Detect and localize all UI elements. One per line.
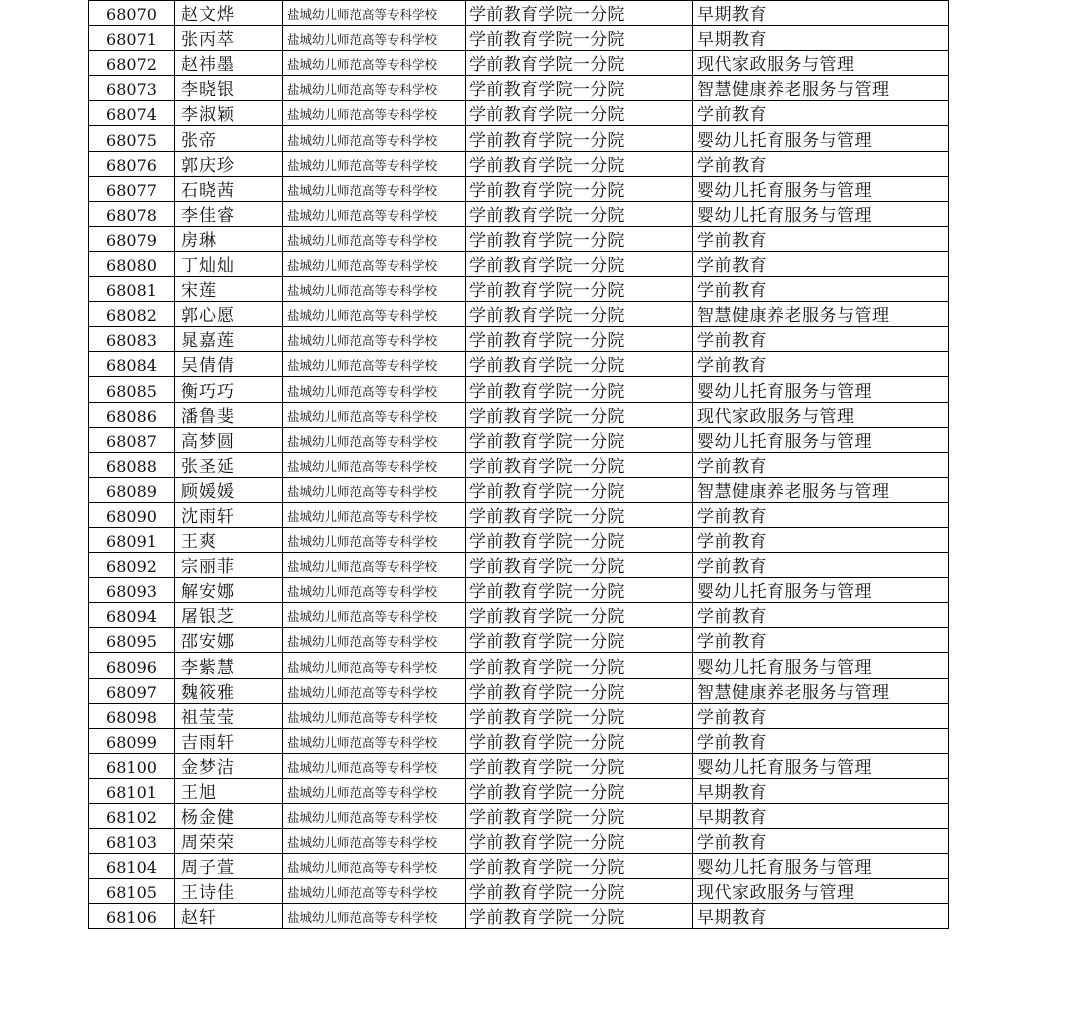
department-cell: 学前教育学院一分院 <box>466 452 693 477</box>
student-id-cell: 68099 <box>89 728 175 753</box>
department-cell: 学前教育学院一分院 <box>466 427 693 452</box>
school-cell: 盐城幼儿师范高等专科学校 <box>283 527 466 552</box>
school-cell: 盐城幼儿师范高等专科学校 <box>283 728 466 753</box>
roster-body <box>89 1 949 929</box>
department-cell: 学前教育学院一分院 <box>466 76 693 101</box>
major-cell: 学前教育 <box>693 452 949 477</box>
table-row <box>89 26 949 51</box>
student-id-cell: 68097 <box>89 678 175 703</box>
major-cell: 婴幼儿托育服务与管理 <box>693 427 949 452</box>
student-name-cell: 祖莹莹 <box>175 703 283 728</box>
student-name-cell: 郭庆珍 <box>175 151 283 176</box>
department-cell: 学前教育学院一分院 <box>466 352 693 377</box>
student-id-cell: 68085 <box>89 377 175 402</box>
student-id-cell: 68086 <box>89 402 175 427</box>
department-cell: 学前教育学院一分院 <box>466 51 693 76</box>
student-name-cell: 王爽 <box>175 527 283 552</box>
school-cell: 盐城幼儿师范高等专科学校 <box>283 603 466 628</box>
department-cell: 学前教育学院一分院 <box>466 477 693 502</box>
student-name-cell: 潘鲁斐 <box>175 402 283 427</box>
department-cell: 学前教育学院一分院 <box>466 226 693 251</box>
student-id-cell: 68084 <box>89 352 175 377</box>
student-id-cell: 68093 <box>89 578 175 603</box>
student-id-cell: 68074 <box>89 101 175 126</box>
student-id-cell: 68092 <box>89 553 175 578</box>
student-name-cell: 沈雨轩 <box>175 502 283 527</box>
department-cell: 学前教育学院一分院 <box>466 302 693 327</box>
major-cell: 现代家政服务与管理 <box>693 879 949 904</box>
major-cell: 婴幼儿托育服务与管理 <box>693 377 949 402</box>
school-cell: 盐城幼儿师范高等专科学校 <box>283 201 466 226</box>
school-cell: 盐城幼儿师范高等专科学校 <box>283 302 466 327</box>
department-cell: 学前教育学院一分院 <box>466 277 693 302</box>
department-cell: 学前教育学院一分院 <box>466 126 693 151</box>
department-cell: 学前教育学院一分院 <box>466 628 693 653</box>
student-id-cell: 68081 <box>89 277 175 302</box>
school-cell: 盐城幼儿师范高等专科学校 <box>283 804 466 829</box>
department-cell: 学前教育学院一分院 <box>466 578 693 603</box>
major-cell: 智慧健康养老服务与管理 <box>693 76 949 101</box>
major-cell: 智慧健康养老服务与管理 <box>693 678 949 703</box>
table-row <box>89 804 949 829</box>
school-cell: 盐城幼儿师范高等专科学校 <box>283 553 466 578</box>
table-row <box>89 904 949 929</box>
student-id-cell: 68089 <box>89 477 175 502</box>
student-name-cell: 赵轩 <box>175 904 283 929</box>
school-cell: 盐城幼儿师范高等专科学校 <box>283 151 466 176</box>
student-id-cell: 68076 <box>89 151 175 176</box>
department-cell: 学前教育学院一分院 <box>466 829 693 854</box>
student-id-cell: 68103 <box>89 829 175 854</box>
student-name-cell: 王诗佳 <box>175 879 283 904</box>
student-name-cell: 李紫慧 <box>175 653 283 678</box>
table-row <box>89 452 949 477</box>
school-cell: 盐城幼儿师范高等专科学校 <box>283 452 466 477</box>
student-id-cell: 68078 <box>89 201 175 226</box>
school-cell: 盐城幼儿师范高等专科学校 <box>283 76 466 101</box>
student-name-cell: 高梦圆 <box>175 427 283 452</box>
school-cell: 盐城幼儿师范高等专科学校 <box>283 26 466 51</box>
student-name-cell: 丁灿灿 <box>175 251 283 276</box>
department-cell: 学前教育学院一分院 <box>466 603 693 628</box>
table-row <box>89 753 949 778</box>
major-cell: 婴幼儿托育服务与管理 <box>693 854 949 879</box>
student-id-cell: 68070 <box>89 1 175 26</box>
student-id-cell: 68101 <box>89 778 175 803</box>
major-cell: 学前教育 <box>693 703 949 728</box>
school-cell: 盐城幼儿师范高等专科学校 <box>283 1 466 26</box>
student-id-cell: 68094 <box>89 603 175 628</box>
school-cell: 盐城幼儿师范高等专科学校 <box>283 327 466 352</box>
school-cell: 盐城幼儿师范高等专科学校 <box>283 502 466 527</box>
department-cell: 学前教育学院一分院 <box>466 778 693 803</box>
school-cell: 盐城幼儿师范高等专科学校 <box>283 578 466 603</box>
student-id-cell: 68100 <box>89 753 175 778</box>
school-cell: 盐城幼儿师范高等专科学校 <box>283 653 466 678</box>
department-cell: 学前教育学院一分院 <box>466 502 693 527</box>
major-cell: 婴幼儿托育服务与管理 <box>693 176 949 201</box>
department-cell: 学前教育学院一分院 <box>466 1 693 26</box>
student-name-cell: 晁嘉莲 <box>175 327 283 352</box>
student-id-cell: 68079 <box>89 226 175 251</box>
school-cell: 盐城幼儿师范高等专科学校 <box>283 753 466 778</box>
school-cell: 盐城幼儿师范高等专科学校 <box>283 226 466 251</box>
student-name-cell: 赵祎墨 <box>175 51 283 76</box>
student-id-cell: 68098 <box>89 703 175 728</box>
table-row <box>89 527 949 552</box>
table-row <box>89 728 949 753</box>
department-cell: 学前教育学院一分院 <box>466 553 693 578</box>
school-cell: 盐城幼儿师范高等专科学校 <box>283 251 466 276</box>
department-cell: 学前教育学院一分院 <box>466 904 693 929</box>
table-row <box>89 854 949 879</box>
department-cell: 学前教育学院一分院 <box>466 879 693 904</box>
major-cell: 早期教育 <box>693 904 949 929</box>
school-cell: 盐城幼儿师范高等专科学校 <box>283 277 466 302</box>
department-cell: 学前教育学院一分院 <box>466 402 693 427</box>
table-row <box>89 603 949 628</box>
department-cell: 学前教育学院一分院 <box>466 251 693 276</box>
major-cell: 学前教育 <box>693 226 949 251</box>
school-cell: 盐城幼儿师范高等专科学校 <box>283 477 466 502</box>
table-row <box>89 51 949 76</box>
student-name-cell: 李佳睿 <box>175 201 283 226</box>
major-cell: 学前教育 <box>693 527 949 552</box>
student-name-cell: 张圣延 <box>175 452 283 477</box>
department-cell: 学前教育学院一分院 <box>466 728 693 753</box>
table-row <box>89 778 949 803</box>
student-name-cell: 屠银芝 <box>175 603 283 628</box>
student-id-cell: 68104 <box>89 854 175 879</box>
major-cell: 学前教育 <box>693 277 949 302</box>
student-name-cell: 张丙萃 <box>175 26 283 51</box>
table-row <box>89 553 949 578</box>
student-name-cell: 吉雨轩 <box>175 728 283 753</box>
school-cell: 盐城幼儿师范高等专科学校 <box>283 703 466 728</box>
department-cell: 学前教育学院一分院 <box>466 753 693 778</box>
table-row <box>89 703 949 728</box>
department-cell: 学前教育学院一分院 <box>466 151 693 176</box>
student-id-cell: 68072 <box>89 51 175 76</box>
student-id-cell: 68083 <box>89 327 175 352</box>
student-id-cell: 68091 <box>89 527 175 552</box>
school-cell: 盐城幼儿师范高等专科学校 <box>283 402 466 427</box>
major-cell: 智慧健康养老服务与管理 <box>693 302 949 327</box>
major-cell: 学前教育 <box>693 553 949 578</box>
table-row <box>89 578 949 603</box>
table-row <box>89 829 949 854</box>
student-name-cell: 王旭 <box>175 778 283 803</box>
table-row <box>89 653 949 678</box>
major-cell: 现代家政服务与管理 <box>693 51 949 76</box>
major-cell: 学前教育 <box>693 101 949 126</box>
department-cell: 学前教育学院一分院 <box>466 327 693 352</box>
table-row <box>89 302 949 327</box>
major-cell: 婴幼儿托育服务与管理 <box>693 201 949 226</box>
department-cell: 学前教育学院一分院 <box>466 527 693 552</box>
student-id-cell: 68080 <box>89 251 175 276</box>
major-cell: 早期教育 <box>693 804 949 829</box>
student-name-cell: 石晓茜 <box>175 176 283 201</box>
table-row <box>89 201 949 226</box>
major-cell: 早期教育 <box>693 778 949 803</box>
student-id-cell: 68090 <box>89 502 175 527</box>
table-row <box>89 176 949 201</box>
major-cell: 学前教育 <box>693 628 949 653</box>
student-id-cell: 68071 <box>89 26 175 51</box>
major-cell: 学前教育 <box>693 728 949 753</box>
table-row <box>89 101 949 126</box>
student-id-cell: 68073 <box>89 76 175 101</box>
table-row <box>89 678 949 703</box>
department-cell: 学前教育学院一分院 <box>466 26 693 51</box>
student-name-cell: 金梦洁 <box>175 753 283 778</box>
table-row <box>89 502 949 527</box>
table-row <box>89 352 949 377</box>
table-row <box>89 226 949 251</box>
student-name-cell: 郭心愿 <box>175 302 283 327</box>
student-name-cell: 宋莲 <box>175 277 283 302</box>
school-cell: 盐城幼儿师范高等专科学校 <box>283 377 466 402</box>
table-row <box>89 402 949 427</box>
table-row <box>89 251 949 276</box>
school-cell: 盐城幼儿师范高等专科学校 <box>283 678 466 703</box>
school-cell: 盐城幼儿师范高等专科学校 <box>283 628 466 653</box>
department-cell: 学前教育学院一分院 <box>466 101 693 126</box>
department-cell: 学前教育学院一分院 <box>466 703 693 728</box>
student-id-cell: 68087 <box>89 427 175 452</box>
table-row <box>89 628 949 653</box>
student-id-cell: 68096 <box>89 653 175 678</box>
table-row <box>89 151 949 176</box>
department-cell: 学前教育学院一分院 <box>466 678 693 703</box>
major-cell: 学前教育 <box>693 352 949 377</box>
school-cell: 盐城幼儿师范高等专科学校 <box>283 176 466 201</box>
student-name-cell: 吴倩倩 <box>175 352 283 377</box>
student-name-cell: 魏筱雅 <box>175 678 283 703</box>
student-name-cell: 周荣荣 <box>175 829 283 854</box>
table-row <box>89 126 949 151</box>
department-cell: 学前教育学院一分院 <box>466 804 693 829</box>
school-cell: 盐城幼儿师范高等专科学校 <box>283 101 466 126</box>
student-name-cell: 顾媛媛 <box>175 477 283 502</box>
major-cell: 早期教育 <box>693 1 949 26</box>
major-cell: 学前教育 <box>693 502 949 527</box>
student-id-cell: 68106 <box>89 904 175 929</box>
table-row <box>89 477 949 502</box>
table-row <box>89 327 949 352</box>
student-name-cell: 房琳 <box>175 226 283 251</box>
student-id-cell: 68095 <box>89 628 175 653</box>
department-cell: 学前教育学院一分院 <box>466 176 693 201</box>
student-name-cell: 解安娜 <box>175 578 283 603</box>
major-cell: 学前教育 <box>693 251 949 276</box>
school-cell: 盐城幼儿师范高等专科学校 <box>283 126 466 151</box>
major-cell: 婴幼儿托育服务与管理 <box>693 578 949 603</box>
student-name-cell: 宗丽菲 <box>175 553 283 578</box>
major-cell: 早期教育 <box>693 26 949 51</box>
school-cell: 盐城幼儿师范高等专科学校 <box>283 879 466 904</box>
student-id-cell: 68075 <box>89 126 175 151</box>
major-cell: 婴幼儿托育服务与管理 <box>693 753 949 778</box>
table-row <box>89 879 949 904</box>
school-cell: 盐城幼儿师范高等专科学校 <box>283 352 466 377</box>
table-row <box>89 1 949 26</box>
student-name-cell: 杨金健 <box>175 804 283 829</box>
major-cell: 现代家政服务与管理 <box>693 402 949 427</box>
school-cell: 盐城幼儿师范高等专科学校 <box>283 829 466 854</box>
student-name-cell: 张帝 <box>175 126 283 151</box>
student-name-cell: 周子萱 <box>175 854 283 879</box>
department-cell: 学前教育学院一分院 <box>466 653 693 678</box>
school-cell: 盐城幼儿师范高等专科学校 <box>283 904 466 929</box>
student-roster-table <box>88 0 949 929</box>
student-id-cell: 68105 <box>89 879 175 904</box>
department-cell: 学前教育学院一分院 <box>466 201 693 226</box>
major-cell: 学前教育 <box>693 151 949 176</box>
student-id-cell: 68102 <box>89 804 175 829</box>
table-row <box>89 377 949 402</box>
table-row <box>89 76 949 101</box>
student-name-cell: 衡巧巧 <box>175 377 283 402</box>
department-cell: 学前教育学院一分院 <box>466 377 693 402</box>
student-id-cell: 68082 <box>89 302 175 327</box>
school-cell: 盐城幼儿师范高等专科学校 <box>283 778 466 803</box>
table-row <box>89 277 949 302</box>
student-name-cell: 赵文烨 <box>175 1 283 26</box>
student-name-cell: 邵安娜 <box>175 628 283 653</box>
table-row <box>89 427 949 452</box>
major-cell: 智慧健康养老服务与管理 <box>693 477 949 502</box>
school-cell: 盐城幼儿师范高等专科学校 <box>283 427 466 452</box>
school-cell: 盐城幼儿师范高等专科学校 <box>283 51 466 76</box>
department-cell: 学前教育学院一分院 <box>466 854 693 879</box>
major-cell: 学前教育 <box>693 603 949 628</box>
school-cell: 盐城幼儿师范高等专科学校 <box>283 854 466 879</box>
major-cell: 婴幼儿托育服务与管理 <box>693 126 949 151</box>
student-id-cell: 68077 <box>89 176 175 201</box>
student-name-cell: 李淑颖 <box>175 101 283 126</box>
major-cell: 学前教育 <box>693 829 949 854</box>
student-name-cell: 李晓银 <box>175 76 283 101</box>
major-cell: 学前教育 <box>693 327 949 352</box>
student-id-cell: 68088 <box>89 452 175 477</box>
major-cell: 婴幼儿托育服务与管理 <box>693 653 949 678</box>
